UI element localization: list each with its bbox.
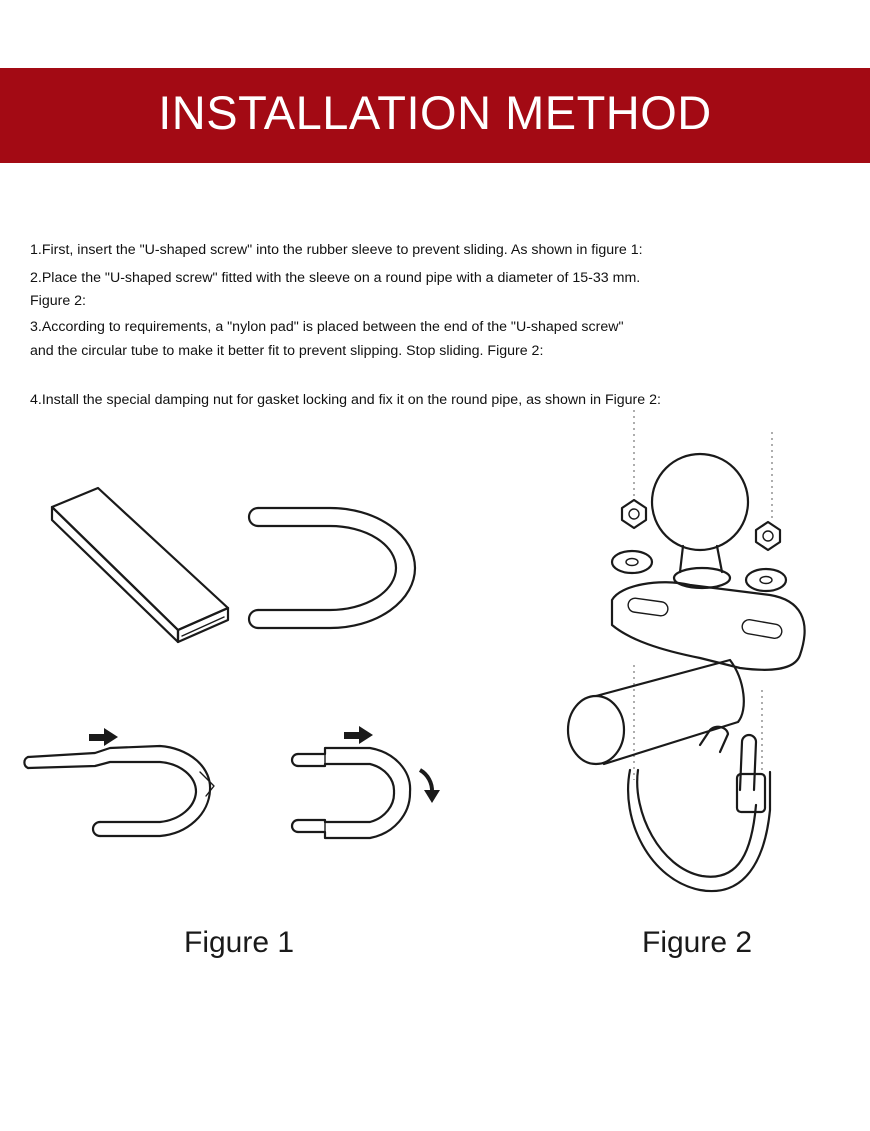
rotate-arrow-icon [420,770,440,803]
u-screw-icon [249,508,415,628]
rubber-sleeve-icon [52,488,228,642]
round-pipe-icon [568,660,744,764]
washer-icon [746,569,786,591]
step-3-line-1: 3.According to requirements, a "nylon pad" is placed between the end of the "U-shaped screw" [30,319,624,335]
u-screw-sleeved-icon [292,748,410,838]
page-title: INSTALLATION METHOD [158,86,712,139]
step-2-line-1: 2.Place the "U-shaped screw" fitted with the sleeve on a round pipe with a diameter of 15-33 mm. [30,270,641,286]
arrow-right-icon [344,726,373,744]
u-screw-with-sleeve-icon [24,746,214,836]
ball-mount-icon [568,410,805,891]
step-1: 1.First, insert the "U-shaped screw" into the rubber sleeve to prevent sliding. As shown in figure 1: [30,242,643,258]
washer-icon [612,551,652,573]
figure-1-label: Figure 1 [184,926,295,959]
step-3-line-2: and the circular tube to make it better fit to prevent slipping. Stop sliding. Figure 2: [30,343,544,359]
hex-nut-icon [756,522,780,550]
step-2-line-2: Figure 2: [30,293,86,309]
figure-2-label: Figure 2 [642,926,753,959]
step-4: 4.Install the special damping nut for gasket locking and fix it on the round pipe, as shown in Figure 2: [30,392,661,408]
hex-nut-icon [622,500,646,528]
arrow-right-icon [89,728,118,746]
